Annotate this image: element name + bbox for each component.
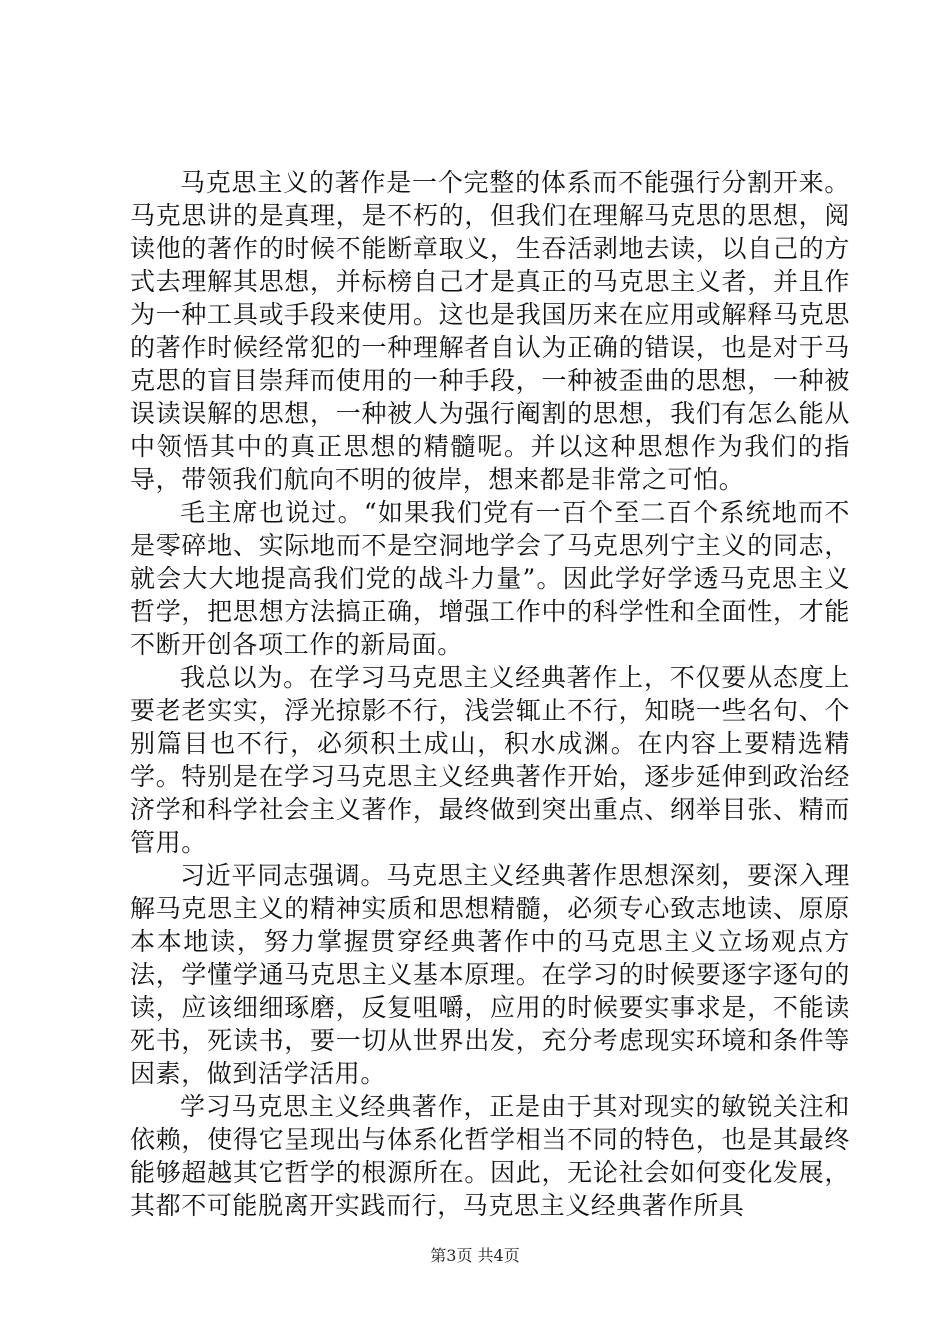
paragraph-3: 我总以为。在学习马克思主义经典著作上，不仅要从态度上要老老实实，浮光掠影不行，浅尝辄止不行，知晓一些名句、个别篇目也不行，必须积土成山，积水成渊。在内容上要精选精学。特别是在学习马克思主义经典著作开始，逐步延伸到政治经济学和科学社会主义著作，最终做到突出重点、纲举目张、精而管用。 — [130, 663, 850, 857]
document-body — [130, 166, 850, 1222]
paragraph-4: 习近平同志强调。马克思主义经典著作思想深刻，要深入理解马克思主义的精神实质和思想精髓，必须专心致志地读、原原本本地读，努力掌握贯穿经典著作中的马克思主义立场观点方法，学懂学通马克思主义基本原理。在学习的时候要逐字逐句的读，应该细细琢磨，反复咀嚼，应用的时候要实事求是，不能读死书，死读书，要一切从世界出发，充分考虑现实环境和条件等因素，做到活学活用。 — [130, 861, 850, 1088]
page-footer — [0, 1243, 950, 1266]
page-indicator: 第3页 共4页 — [430, 1246, 520, 1265]
paragraph-5: 学习马克思主义经典著作，正是由于其对现实的敏锐关注和依赖，使得它呈现出与体系化哲学相当不同的特色，也是其最终能够超越其它哲学的根源所在。因此，无论社会如何变化发展，其都不可能脱离开实践而行，马克思主义经典著作所具 — [130, 1092, 850, 1220]
paragraph-2: 毛主席也说过。“如果我们党有一百个至二百个系统地而不是零碎地、实际地而不是空洞地学会了马克思列宁主义的同志，就会大大地提高我们党的战斗力量”。因此学好学透马克思主义哲学，把思想方法搞正确，增强工作中的科学性和全面性，才能不断开创各项工作的新局面。 — [130, 498, 850, 659]
paragraph-1: 马克思主义的著作是一个完整的体系而不能强行分割开来。马克思讲的是真理，是不朽的，但我们在理解马克思的思想，阅读他的著作的时候不能断章取义，生吞活剥地去读，以自己的方式去理解其思想，并标榜自己才是真正的马克思主义者，并且作为一种工具或手段来使用。这也是我国历来在应用或解释马克思的著作时候经常犯的一种理解者自认为正确的错误，也是对于马克思的盲目崇拜而使用的一种手段，一种被歪曲的思想，一种被误读误解的思想，一种被人为强行阉割的思想，我们有怎么能从中领悟其中的真正思想的精髓呢。并以这种思想作为我们的指导，带领我们航向不明的彼岸，想来都是非常之可怕。 — [130, 168, 850, 494]
